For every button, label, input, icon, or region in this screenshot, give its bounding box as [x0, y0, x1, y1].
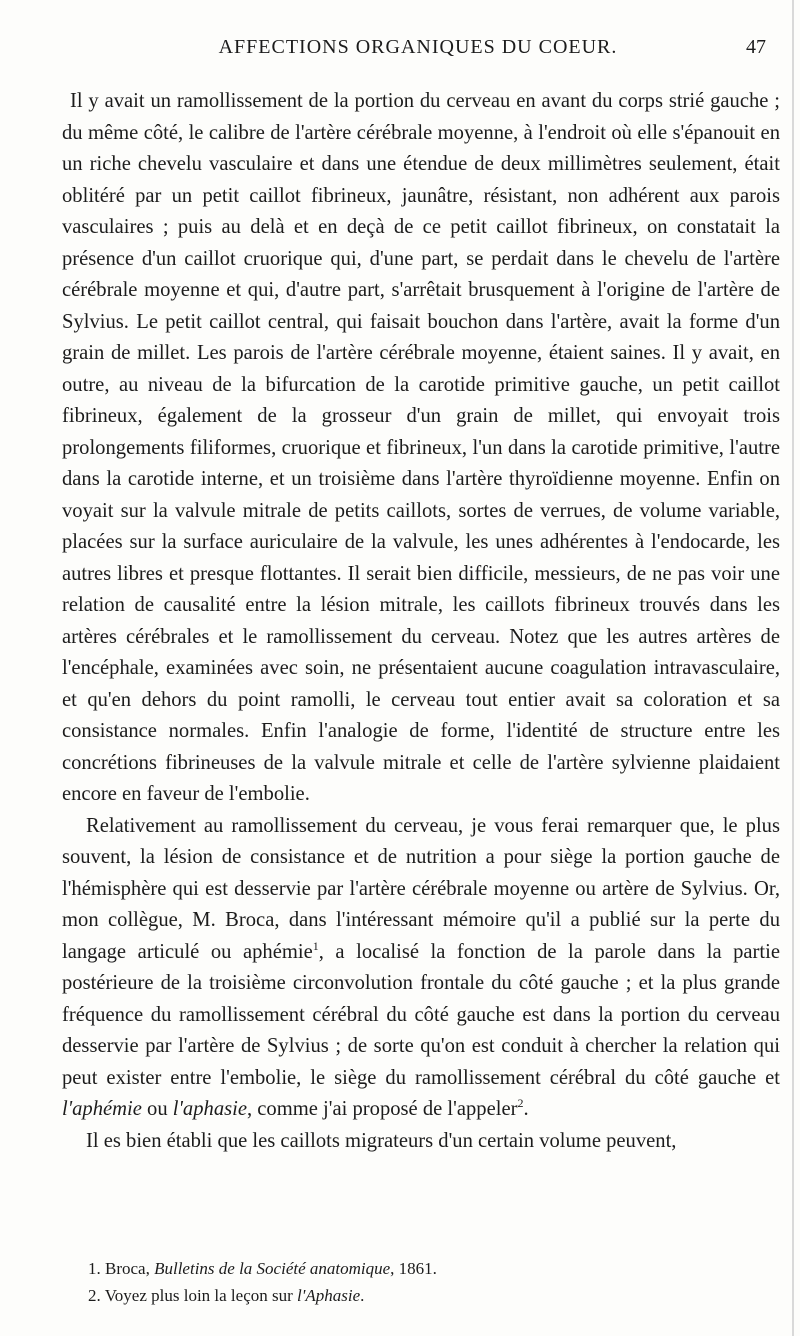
paragraph-2-part-c: , comme j'ai proposé de l'appeler: [247, 1098, 518, 1120]
paragraph-2-end: .: [523, 1098, 529, 1120]
footnote-ref-1: 1: [312, 938, 319, 953]
running-title: AFFECTIONS ORGANIQUES DU COEUR.: [218, 36, 618, 58]
paragraph-2-part-b: , a localisé la fonction de la parole dans la partie postérieure de la troisième circonvolution frontale du côté gauche ; et la plus grande fréquence du ramollissement cérébral du côté gauche est dans la portion du cerveau desservie par l'artère de Sylvius ; de sorte qu'on est conduit à chercher la relation qui peut exister entre l'embolie, le siège du ramollissement cérébral du côté gauche et: [62, 940, 780, 1089]
footnotes: [88, 1255, 778, 1309]
footnote-1-title: Bulletins de la Société anatomique: [154, 1259, 391, 1278]
term-aphemie: l'aphémie: [62, 1098, 142, 1120]
page-number: 47: [746, 36, 766, 58]
running-head: [56, 36, 780, 66]
paragraph-1: Il y avait un ramollissement de la portion du cerveau en avant du corps strié gauche ; du même côté, le calibre de l'artère cérébrale moyenne, à l'endroit où elle s'épanouit en un riche chevelu vasculaire et dans une étendue de deux millimètres seulement, était oblitéré par un petit caillot fibrineux, jaunâtre, résistant, non adhérent aux parois vasculaires ; puis au delà et en deçà de ce petit caillot fibrineux, on constatait la présence d'un caillot cruorique qui, d'une part, se perdait dans le chevelu de l'artère cérébrale moyenne et qui, d'autre part, s'arrêtait brusquement à l'origine de l'artère de Sylvius. Le petit caillot central, qui faisait bouchon dans l'artère, avait la forme d'un grain de millet. Les parois de l'artère cérébrale moyenne, étaient saines. Il y avait, en outre, au niveau de la bifurcation de la carotide primitive gauche, un petit caillot fibrineux, également de la grosseur d'un grain de millet, qui envoyait trois prolongements filiformes, cruorique et fibrineux, l'un dans la carotide primitive, l'autre dans la carotide interne, et un troisième dans l'artère thyroïdienne moyenne. Enfin on voyait sur la valvule mitrale de petits caillots, sortes de verrues, de volume variable, placées sur la surface auriculaire de la valvule, les unes adhérentes à l'endocarde, les autres libres et presque flottantes. Il serait bien difficile, messieurs, de ne pas voir une relation de causalité entre la lésion mitrale, les caillots fibrineux trouvés dans les artères cérébrales et le ramollissement du cerveau. Notez que les autres artères de l'encéphale, examinées avec soin, ne présentaient aucune coagulation intravasculaire, et qu'en dehors du point ramolli, le cerveau tout entier avait sa coloration et sa consistance normales. Enfin l'analogie de forme, l'identité de structure entre les concrétions fibrineuses de la valvule mitrale et celle de l'artère sylvienne plaidaient encore en faveur de l'embolie.: [62, 90, 780, 805]
footnote-1: 1. Broca, Bulletins de la Société anatomique, 1861.: [88, 1259, 437, 1278]
footnote-2: 2. Voyez plus loin la leçon sur l'Aphasie.: [88, 1286, 365, 1305]
paragraph-3: Il es bien établi que les caillots migrateurs d'un certain volume peuvent,: [86, 1129, 677, 1152]
paragraph-2-or: ou: [141, 1098, 173, 1120]
paragraph-2: [62, 811, 780, 1126]
term-aphasie: l'aphasie: [172, 1098, 247, 1120]
footnote-2-title: l'Aphasie: [297, 1286, 361, 1305]
footnote-ref-2: 2: [517, 1096, 524, 1111]
body-text: [62, 86, 780, 1157]
paragraph-2-part-a: Relativement au ramollissement du cerveau, je vous ferai remarquer que, le plus souvent, la lésion de consistance et de nutrition a pour siège la portion gauche de l'hémisphère qui est desservie par l'artère cérébrale moyenne ou artère de Sylvius. Or, mon collègue, M. Broca, dans l'intéressant mémoire qu'il a publié sur la perte du langage articulé ou aphémie: [62, 814, 780, 963]
page-edge-line: [792, 0, 794, 1336]
